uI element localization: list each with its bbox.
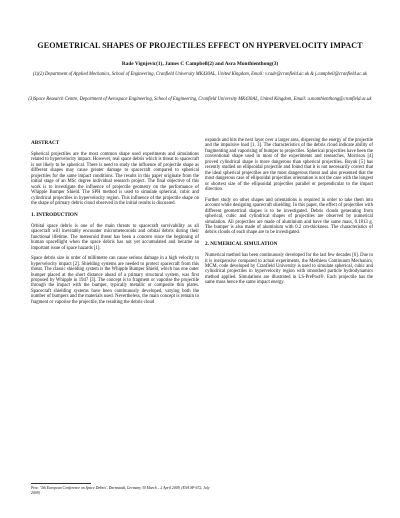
footnote-proceedings: Proc. '5th European Conference on Space Debris', Darmstadt, Germany 30 March – 2 April 2009, (ESA SP-672, July 2009) [31, 486, 210, 495]
right-column [205, 138, 373, 291]
section-heading-numerical-simulation: 2. NUMERICAL SIMULATION [205, 241, 278, 248]
paper-title: GEOMETRICAL SHAPES OF PROJECTILES EFFECT ON HYPERVELOCITY IMPACT [37, 41, 363, 50]
intro-paragraph-2: Space debris size in order of millimetre can cause serious damage in a high velocity to hypervelocity impact [2]. Shielding systems are needed to protect spacecraft from this threat. The classic shielding system is the Whipple Bumper Shield, which has one outer bumper placed at the short distance ahead of a primary structural system, was first proposed by Whipple in 1947 [3]. The concept is to fragment or vaporise the projectile through the impact with the bumper, typically metallic or composite thin plates. Spacecraft shielding systems have been continuously developed, varying both the number of bumpers and the materials used. Nevertheless, the main concept is remain to fragment or vaporise the projectile, the resulting the debris cloud [31, 256, 199, 305]
intro-paragraph-4: Further study on other shapes and orientations is required in order to take them into account while designing spacecraft shielding. In this paper, the effect of projectiles with different geometrical shapes is to be investigated. Debris clouds generating from spherical, cubic and cylindrical shapes of projectiles are observed by numerical simulation. All projectiles are made of aluminium and have the same mass, 0.1813 g. The bumper is also made of aluminium with 0.2 cm-thickness. The characteristics of debris clouds of each shape are to be investigated. [205, 197, 373, 236]
simulation-paragraph-1: Numerical method has been continuously developed for the last few decades [6]. Due to it is inexpensive compared to actual experiments, the Meshless Continuum Mechanics, MCM, code developed by Cranfield University is used to simulate spherical, cubic and cylindrical projectiles in hypervelocity region with smoothed particle hydrodynamics method applied. Simulations are illustrated in LS-PrePost®. Each projectile has the same mass hence the same impact energy. [205, 253, 373, 286]
affiliation-2: (3)Space Research Centre, Department of Aerospace Engineering, School of Engineering, Cranfield University MK430AL, United Kingdom, Email: a.monthienthong@cranfield.ac.uk [28, 97, 372, 102]
affiliation-1: (1)(2) Department of Applied Mechanics, School of Engineering, Cranfield University MK430AL, United Kingdom, Email: v.rade@cranfield.ac.uk & j.campbell@cranfield.ac.uk [32, 72, 368, 77]
author-list: Rade Vignjevic(1), James C Campbell(2) and Asra Monthienthong(3) [121, 61, 279, 67]
section-heading-introduction: 1. INTRODUCTION [31, 211, 78, 218]
intro-paragraph-1: Orbital space debris is one of the main threats to spacecraft survivability as all spacecraft will inevitably encounter micrometeoroids and orbital debris during their functional lifetime. The meteoroid threat has been a concern since the beginning of human spaceflight when the space debris has not yet accumulated and became an important issue of space hazards [1]. [31, 223, 199, 251]
section-heading-abstract: ABSTRACT [31, 140, 60, 146]
left-column [31, 140, 199, 310]
footnote-divider [31, 483, 91, 484]
abstract-paragraph: Spherical projectiles are the most common shape used experiments and simulations related to hypervelocity impact. However, real space debris which is threat to spacecraft is not likely to be spherical. There is need to study the influence of projectile shape as different shapes may cause greater damage to spacecraft compared to spherical projectiles for the same impact conditions. The results in this paper originate from the initial stage of an MSc degree individual research project. The final objective of this work is to investigate the influence of projectile geometry on the performance of Whipple Bumper Shield. The SPH method is used to simulate spherical, cubic and cylindrical projectiles in hypervelocity region. This influence of the projectile shape on the shape of primary debris cloud observed in the initial results is discussed. [31, 152, 199, 207]
intro-paragraph-3: expands and hits the next layer over a larger area, dispersing the energy of the projectile and the impulsive load [1, 3]. The characteristics of the debris cloud indicate ability of fragmenting and vaporising of bumper to projectiles. Spherical projectiles have been the conventional shape used in most of the experiments and researches, Morrison [4] proved cylindrical shape is more dangerous than spherical projectiles. Buyuk [5] has recently studied on ellipsoidal projectile and found that it is not necessarily correct that the ideal spherical projectiles are the most dangerous threat and also presented that the most dangerous case of ellipsoidal projectiles orientation is not the case with the longest or shortest size of the ellipsoidal projectiles parallel or perpendicular to the impact direction. [205, 138, 373, 193]
